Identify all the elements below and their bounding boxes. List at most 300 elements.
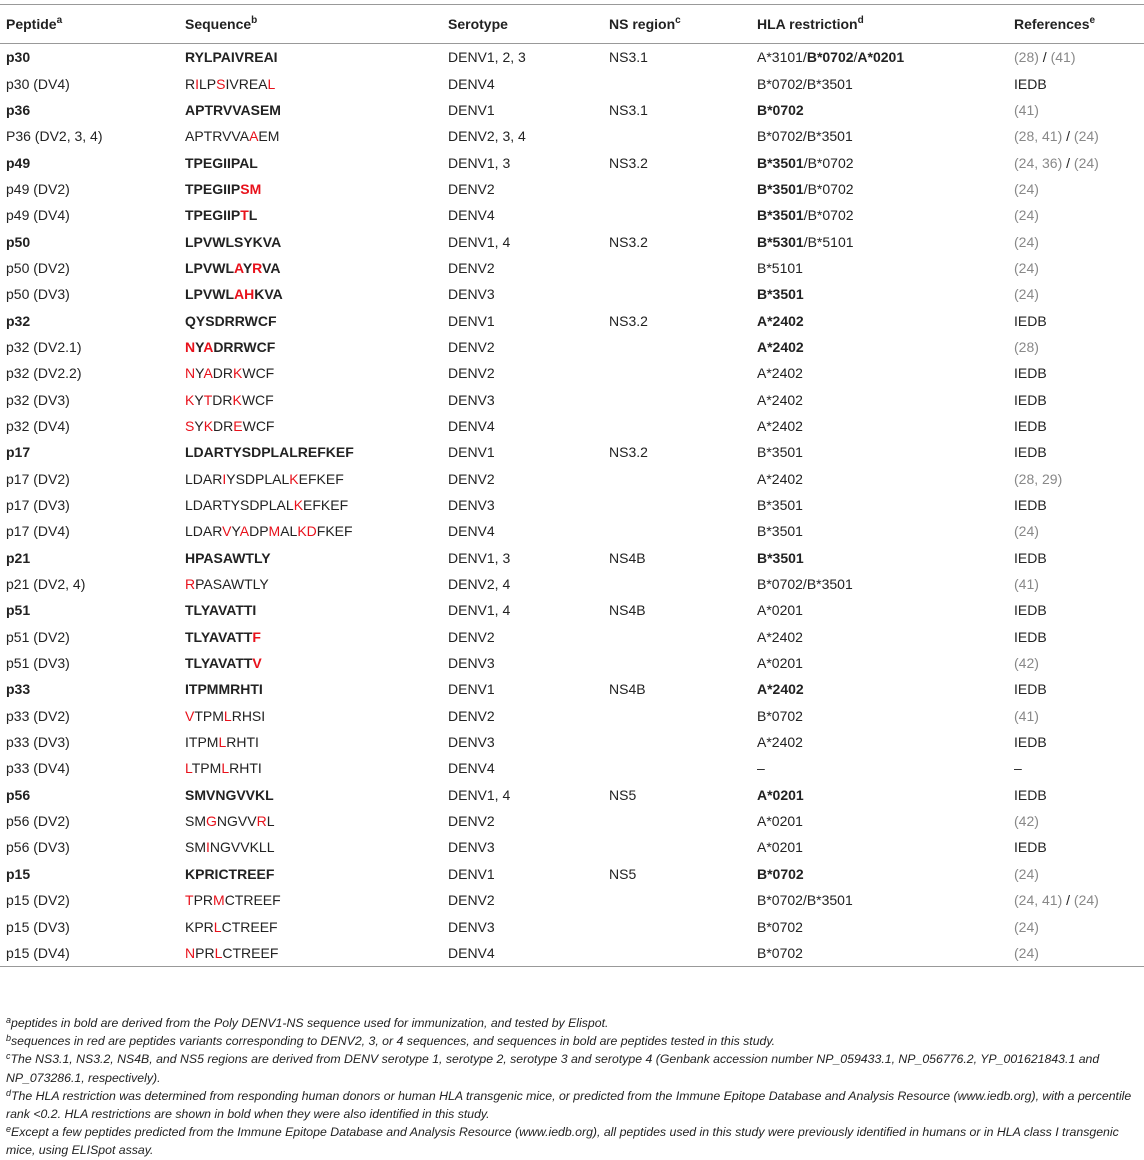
hla-restriction-cell xyxy=(751,518,1008,544)
references-cell xyxy=(1008,228,1144,254)
peptide-cell: p49 xyxy=(6,154,31,171)
peptide-cell: p17 xyxy=(6,444,31,461)
table-row xyxy=(0,97,1144,123)
hla-segment: B*3501 xyxy=(757,207,804,224)
sequence-segment: L xyxy=(267,75,276,92)
reference-segment: IEDB xyxy=(1014,681,1047,698)
serotype-cell: DENV4 xyxy=(448,75,495,92)
reference-segment: – xyxy=(1014,760,1022,777)
sequence-cell xyxy=(179,861,442,887)
sequence-segment: Y xyxy=(195,365,204,382)
reference-segment: IEDB xyxy=(1014,391,1047,408)
serotype-cell: DENV1 xyxy=(448,681,495,698)
sequence-segment: I xyxy=(222,470,227,487)
hla-segment: /B*0702 xyxy=(803,180,854,197)
sequence-cell xyxy=(179,492,442,518)
sequence-cell xyxy=(179,149,442,175)
references-cell xyxy=(1008,255,1144,281)
peptide-table xyxy=(0,4,1144,967)
hla-segment: B*0702 xyxy=(757,944,803,961)
sequence-segment: RYLPAIVREAI xyxy=(185,49,278,66)
hla-restriction-cell xyxy=(751,123,1008,149)
peptide-cell: p15 (DV2) xyxy=(6,892,70,909)
sequence-segment: L xyxy=(223,707,232,724)
sequence-segment: Y xyxy=(231,523,240,540)
footnote-a: $^a$peptides in bold are derived from the Poly DENV1-NS sequence used for immunization, and tested by Elispot. xyxy=(6,1015,609,1030)
ns-region-cell xyxy=(603,650,751,676)
table-row xyxy=(0,176,1144,202)
sequence-segment: N xyxy=(185,338,196,355)
peptide-cell: p15 (DV3) xyxy=(6,918,70,935)
hla-restriction-cell xyxy=(751,808,1008,834)
sequence-segment: S xyxy=(216,75,226,92)
sequence-segment: K xyxy=(289,470,299,487)
hla-restriction-cell xyxy=(751,149,1008,175)
table-row xyxy=(0,149,1144,175)
peptide-cell: p50 (DV2) xyxy=(6,259,70,276)
table-row xyxy=(0,492,1144,518)
reference-segment: IEDB xyxy=(1014,602,1047,619)
sequence-cell xyxy=(179,887,442,913)
sequence-segment: WCF xyxy=(242,365,275,382)
peptide-cell: p21 (DV2, 4) xyxy=(6,576,86,593)
references-cell xyxy=(1008,650,1144,676)
ns-region-cell: NS3.1 xyxy=(609,49,648,66)
table-row xyxy=(0,386,1144,412)
sequence-segment: LP xyxy=(199,75,217,92)
ns-region-cell xyxy=(603,755,751,781)
ns-region-cell xyxy=(603,834,751,860)
hla-segment: B*0702/B*3501 xyxy=(757,576,853,593)
hla-restriction-cell xyxy=(751,97,1008,123)
peptide-cell: p30 xyxy=(6,49,31,66)
reference-segment: IEDB xyxy=(1014,549,1047,566)
table-row xyxy=(0,281,1144,307)
hla-segment: B*0702/B*3501 xyxy=(757,75,853,92)
reference-segment: / xyxy=(1038,49,1051,66)
peptide-cell: p32 (DV2.2) xyxy=(6,365,82,382)
hla-segment: /B*5101 xyxy=(803,233,854,250)
references-cell xyxy=(1008,676,1144,702)
peptide-cell: p17 (DV2) xyxy=(6,470,70,487)
sequence-segment: R xyxy=(252,259,263,276)
serotype-cell: DENV1, 2, 3 xyxy=(448,49,526,66)
ns-region-cell xyxy=(603,123,751,149)
table-row xyxy=(0,940,1144,967)
sequence-segment: NGVVKLL xyxy=(209,839,275,856)
references-cell xyxy=(1008,887,1144,913)
sequence-segment: LDAR xyxy=(185,470,223,487)
sequence-segment: V xyxy=(222,523,232,540)
hla-restriction-cell xyxy=(751,413,1008,439)
hla-segment: A*0201 xyxy=(757,839,803,856)
sequence-segment: KPR xyxy=(185,918,214,935)
sequence-segment: IVREA xyxy=(225,75,268,92)
references-cell xyxy=(1008,861,1144,887)
reference-segment: (24) xyxy=(1073,154,1099,171)
hla-restriction-cell xyxy=(751,334,1008,360)
sequence-segment: TPEGIIPAL xyxy=(185,154,258,171)
ns-region-cell xyxy=(603,729,751,755)
ns-region-cell: NS4B xyxy=(609,549,646,566)
references-cell xyxy=(1008,782,1144,808)
references-cell xyxy=(1008,307,1144,333)
serotype-cell: DENV3 xyxy=(448,839,495,856)
hla-restriction-cell xyxy=(751,861,1008,887)
ns-region-cell xyxy=(603,413,751,439)
table-row xyxy=(0,466,1144,492)
sequence-cell xyxy=(179,97,442,123)
reference-segment: (24) xyxy=(1014,180,1039,197)
hla-segment: A*2402 xyxy=(757,734,803,751)
hla-restriction-cell xyxy=(751,386,1008,412)
hla-segment: A*2402 xyxy=(757,628,803,645)
references-cell xyxy=(1008,492,1144,518)
footnote-e: $^e$Except a few peptides predicted from the Immune Epitope Database and Analysis Resource (www.iedb.org), all peptides used in this study were previously identified in humans or in HLA class I transgenic mice, using ELISpot assay. xyxy=(6,1124,1119,1158)
peptide-cell: p51 (DV3) xyxy=(6,655,70,672)
reference-segment: (24) xyxy=(1014,259,1039,276)
sequence-segment: K xyxy=(203,417,214,434)
reference-segment: IEDB xyxy=(1014,444,1047,461)
reference-segment: (28, 41) xyxy=(1014,128,1063,145)
table-row xyxy=(0,624,1144,650)
hla-segment: B*0702 xyxy=(757,918,803,935)
hla-restriction-cell xyxy=(751,255,1008,281)
serotype-cell: DENV3 xyxy=(448,918,495,935)
serotype-cell: DENV4 xyxy=(448,207,495,224)
peptide-cell: p51 xyxy=(6,602,31,619)
peptide-cell: p32 (DV2.1) xyxy=(6,338,82,355)
sequence-segment: CTREEF xyxy=(221,918,278,935)
hla-segment: /B*0702 xyxy=(803,207,854,224)
sequence-cell xyxy=(179,834,442,860)
references-cell xyxy=(1008,334,1144,360)
reference-segment: IEDB xyxy=(1014,839,1047,856)
ns-region-cell xyxy=(603,176,751,202)
reference-segment: (41) xyxy=(1014,707,1039,724)
ns-region-cell xyxy=(603,624,751,650)
sequence-segment: R xyxy=(185,576,196,593)
serotype-cell: DENV2 xyxy=(448,338,495,355)
sequence-segment: G xyxy=(206,813,217,830)
peptide-cell: p51 (DV2) xyxy=(6,628,70,645)
table-row xyxy=(0,545,1144,571)
hla-restriction-cell xyxy=(751,834,1008,860)
col-header-references: References$^e$ xyxy=(1008,5,1144,44)
table-row xyxy=(0,307,1144,333)
reference-segment: (24) xyxy=(1014,286,1039,303)
sequence-segment: S xyxy=(185,417,195,434)
sequence-segment: CTREEF xyxy=(222,944,279,961)
hla-restriction-cell xyxy=(751,466,1008,492)
table-footnotes xyxy=(6,1014,1138,1160)
sequence-segment: KD xyxy=(297,523,317,540)
references-cell xyxy=(1008,97,1144,123)
sequence-cell xyxy=(179,202,442,228)
sequence-segment: VA xyxy=(262,259,281,276)
sequence-segment: T xyxy=(240,207,249,224)
reference-segment: (28) xyxy=(1014,49,1039,66)
sequence-segment: TLYAVATT xyxy=(185,628,253,645)
sequence-segment: SM xyxy=(185,813,206,830)
reference-segment: (41) xyxy=(1050,49,1076,66)
sequence-segment: LDAR xyxy=(185,523,223,540)
reference-segment: (41) xyxy=(1014,576,1039,593)
references-cell xyxy=(1008,624,1144,650)
sequence-segment: AH xyxy=(234,286,255,303)
hla-segment: A*0201 xyxy=(757,602,803,619)
table-row xyxy=(0,650,1144,676)
sequence-segment: F xyxy=(252,628,261,645)
reference-segment: / xyxy=(1062,128,1074,145)
footnote-b: $^b$sequences in red are peptides variants corresponding to DENV2, 3, or 4 sequences, and sequences in bold are peptides tested in this study. xyxy=(6,1033,776,1049)
sequence-segment: WCF xyxy=(242,417,275,434)
sequence-cell xyxy=(179,571,442,597)
reference-segment: (24) xyxy=(1014,918,1039,935)
sequence-segment: LPVWLSYKVA xyxy=(185,233,282,250)
sequence-segment: ITPM xyxy=(185,734,219,751)
peptide-cell: p33 (DV3) xyxy=(6,734,70,751)
ns-region-cell xyxy=(603,492,751,518)
ns-region-cell xyxy=(603,255,751,281)
hla-segment: A*0201 xyxy=(757,813,803,830)
references-cell xyxy=(1008,149,1144,175)
reference-segment: (28, 29) xyxy=(1014,470,1063,487)
peptide-cell: p49 (DV2) xyxy=(6,180,70,197)
col-header-serotype: Serotype xyxy=(442,5,603,44)
hla-segment: B*0702 xyxy=(757,707,803,724)
peptide-cell: p32 (DV3) xyxy=(6,391,70,408)
reference-segment: (24) xyxy=(1073,892,1099,909)
sequence-segment: QYSDRRWCF xyxy=(185,312,277,329)
hla-segment: A*2402 xyxy=(757,470,803,487)
reference-segment: IEDB xyxy=(1014,75,1047,92)
sequence-segment: CTREEF xyxy=(224,892,281,909)
reference-segment: (24) xyxy=(1014,207,1039,224)
sequence-segment: L xyxy=(185,760,192,777)
sequence-segment: DP xyxy=(249,523,269,540)
table-row xyxy=(0,518,1144,544)
sequence-segment: SM xyxy=(240,180,262,197)
sequence-segment: K xyxy=(185,391,195,408)
serotype-cell: DENV2 xyxy=(448,365,495,382)
sequence-segment: A xyxy=(239,523,250,540)
sequence-segment: TPEGIIP xyxy=(185,207,241,224)
peptide-cell: p33 (DV2) xyxy=(6,707,70,724)
serotype-cell: DENV4 xyxy=(448,417,495,434)
peptide-cell: p30 (DV4) xyxy=(6,75,70,92)
sequence-segment: SMVNGVVKL xyxy=(185,786,274,803)
sequence-segment: K xyxy=(232,391,242,408)
sequence-segment: EFKEF xyxy=(298,470,344,487)
sequence-segment: RHSI xyxy=(231,707,266,724)
hla-segment: B*3501 xyxy=(757,444,803,461)
peptide-cell: p15 xyxy=(6,865,31,882)
references-cell xyxy=(1008,44,1144,71)
sequence-segment: LDARTYSDPLAL xyxy=(185,497,294,514)
ns-region-cell xyxy=(603,281,751,307)
sequence-cell xyxy=(179,228,442,254)
sequence-segment: HPASAWTLY xyxy=(185,549,271,566)
col-header-hla-restriction: HLA restriction$^d$ xyxy=(751,5,1008,44)
sequence-cell xyxy=(179,676,442,702)
references-cell xyxy=(1008,571,1144,597)
sequence-cell xyxy=(179,123,442,149)
sequence-segment: KPRICTREEF xyxy=(185,865,275,882)
reference-segment: (24, 41) xyxy=(1014,892,1063,909)
references-cell xyxy=(1008,360,1144,386)
sequence-segment: R xyxy=(256,813,267,830)
hla-segment: A*3101/ xyxy=(757,49,807,66)
col-header-ns-region: NS region$^c$ xyxy=(603,5,751,44)
sequence-segment: L xyxy=(218,734,227,751)
footnote-c: $^c$The NS3.1, NS3.2, NS4B, and NS5 regions are derived from DENV serotype 1, serotype 2, serotype 3 and serotype 4 (Genbank accession number NP_059433.1, NP_056776.2, YP_001621843.1 and NP_073286.1, respectively). xyxy=(6,1051,1100,1085)
hla-restriction-cell xyxy=(751,360,1008,386)
serotype-cell: DENV3 xyxy=(448,391,495,408)
reference-segment: (42) xyxy=(1014,813,1039,830)
hla-segment: A*2402 xyxy=(757,365,803,382)
hla-segment: A*2402 xyxy=(757,681,804,698)
reference-segment: IEDB xyxy=(1014,365,1047,382)
ns-region-cell: NS3.1 xyxy=(609,101,648,118)
table-row xyxy=(0,834,1144,860)
serotype-cell: DENV1, 3 xyxy=(448,549,511,566)
sequence-segment: APTRVVA xyxy=(185,128,250,145)
hla-segment: B*3501 xyxy=(757,523,803,540)
hla-segment: B*3501 xyxy=(757,497,803,514)
sequence-segment: R xyxy=(185,75,196,92)
references-cell xyxy=(1008,755,1144,781)
references-cell xyxy=(1008,386,1144,412)
serotype-cell: DENV1, 4 xyxy=(448,233,511,250)
sequence-segment: L xyxy=(213,918,222,935)
sequence-segment: Y xyxy=(195,338,204,355)
ns-region-cell xyxy=(603,386,751,412)
hla-restriction-cell xyxy=(751,492,1008,518)
hla-restriction-cell xyxy=(751,624,1008,650)
sequence-segment: L xyxy=(221,760,230,777)
hla-restriction-cell xyxy=(751,545,1008,571)
reference-segment: (24) xyxy=(1014,233,1039,250)
table-row xyxy=(0,861,1144,887)
references-cell xyxy=(1008,202,1144,228)
sequence-cell xyxy=(179,360,442,386)
ns-region-cell: NS4B xyxy=(609,602,646,619)
ns-region-cell: NS3.2 xyxy=(609,233,648,250)
peptide-cell: P36 (DV2, 3, 4) xyxy=(6,128,103,145)
serotype-cell: DENV3 xyxy=(448,286,495,303)
hla-segment: A*0201 xyxy=(757,655,803,672)
sequence-segment: A xyxy=(203,365,213,382)
peptide-cell: p32 (DV4) xyxy=(6,417,70,434)
serotype-cell: DENV2, 4 xyxy=(448,576,511,593)
serotype-cell: DENV3 xyxy=(448,655,495,672)
hla-segment: B*5101 xyxy=(757,259,803,276)
serotype-cell: DENV1, 4 xyxy=(448,602,511,619)
ns-region-cell xyxy=(603,334,751,360)
hla-segment: /B*0702 xyxy=(803,154,854,171)
table-row xyxy=(0,887,1144,913)
sequence-segment: AL xyxy=(280,523,298,540)
sequence-segment: RHTI xyxy=(229,760,262,777)
sequence-segment: K xyxy=(293,497,304,514)
sequence-cell xyxy=(179,703,442,729)
col-header-sequence: Sequence$^b$ xyxy=(179,5,442,44)
hla-segment: B*0702 xyxy=(757,865,804,882)
ns-region-cell xyxy=(603,808,751,834)
serotype-cell: DENV2 xyxy=(448,628,495,645)
ns-region-cell xyxy=(603,571,751,597)
sequence-segment: EM xyxy=(258,128,280,145)
ns-region-cell xyxy=(603,70,751,96)
sequence-segment: LPVWL xyxy=(185,259,234,276)
sequence-segment: DR xyxy=(212,365,234,382)
sequence-segment: LDARTYSDPLALREFKEF xyxy=(185,444,354,461)
sequence-segment: EFKEF xyxy=(303,497,349,514)
hla-restriction-cell xyxy=(751,650,1008,676)
sequence-segment: APTRVVASEM xyxy=(185,101,281,118)
sequence-segment: DR xyxy=(213,417,234,434)
hla-segment: – xyxy=(757,760,765,777)
sequence-segment: K xyxy=(233,365,243,382)
table-row xyxy=(0,228,1144,254)
hla-restriction-cell xyxy=(751,940,1008,967)
peptide-cell: p50 xyxy=(6,233,31,250)
sequence-segment: TPM xyxy=(191,760,222,777)
sequence-segment: ITPMMRHTI xyxy=(185,681,263,698)
sequence-cell xyxy=(179,386,442,412)
peptide-cell: p56 xyxy=(6,786,31,803)
reference-segment: (42) xyxy=(1014,655,1039,672)
hla-segment: B*3501 xyxy=(757,286,804,303)
reference-segment: (24) xyxy=(1014,523,1039,540)
sequence-cell xyxy=(179,255,442,281)
sequence-segment: TLYAVATTI xyxy=(185,602,257,619)
hla-restriction-cell xyxy=(751,307,1008,333)
table-row xyxy=(0,360,1144,386)
sequence-segment: YSDPLAL xyxy=(226,470,290,487)
references-cell xyxy=(1008,913,1144,939)
table-row xyxy=(0,202,1144,228)
hla-segment: B*0702 xyxy=(757,101,804,118)
table-row xyxy=(0,729,1144,755)
table-row xyxy=(0,571,1144,597)
table-row xyxy=(0,44,1144,71)
hla-segment: A*0201 xyxy=(757,786,804,803)
sequence-cell xyxy=(179,413,442,439)
peptide-cell: p17 (DV3) xyxy=(6,497,70,514)
hla-segment: A*2402 xyxy=(757,391,803,408)
sequence-segment: PR xyxy=(195,944,215,961)
references-cell xyxy=(1008,703,1144,729)
hla-restriction-cell xyxy=(751,44,1008,71)
sequence-cell xyxy=(179,650,442,676)
table-row xyxy=(0,676,1144,702)
hla-restriction-cell xyxy=(751,571,1008,597)
sequence-segment: TLYAVATT xyxy=(185,655,253,672)
hla-restriction-cell xyxy=(751,676,1008,702)
hla-restriction-cell xyxy=(751,755,1008,781)
sequence-segment: E xyxy=(233,417,243,434)
references-cell xyxy=(1008,466,1144,492)
serotype-cell: DENV3 xyxy=(448,734,495,751)
sequence-cell xyxy=(179,913,442,939)
sequence-cell xyxy=(179,334,442,360)
hla-restriction-cell xyxy=(751,782,1008,808)
sequence-segment: A xyxy=(234,259,243,276)
reference-segment: (24) xyxy=(1014,944,1039,961)
references-cell xyxy=(1008,545,1144,571)
